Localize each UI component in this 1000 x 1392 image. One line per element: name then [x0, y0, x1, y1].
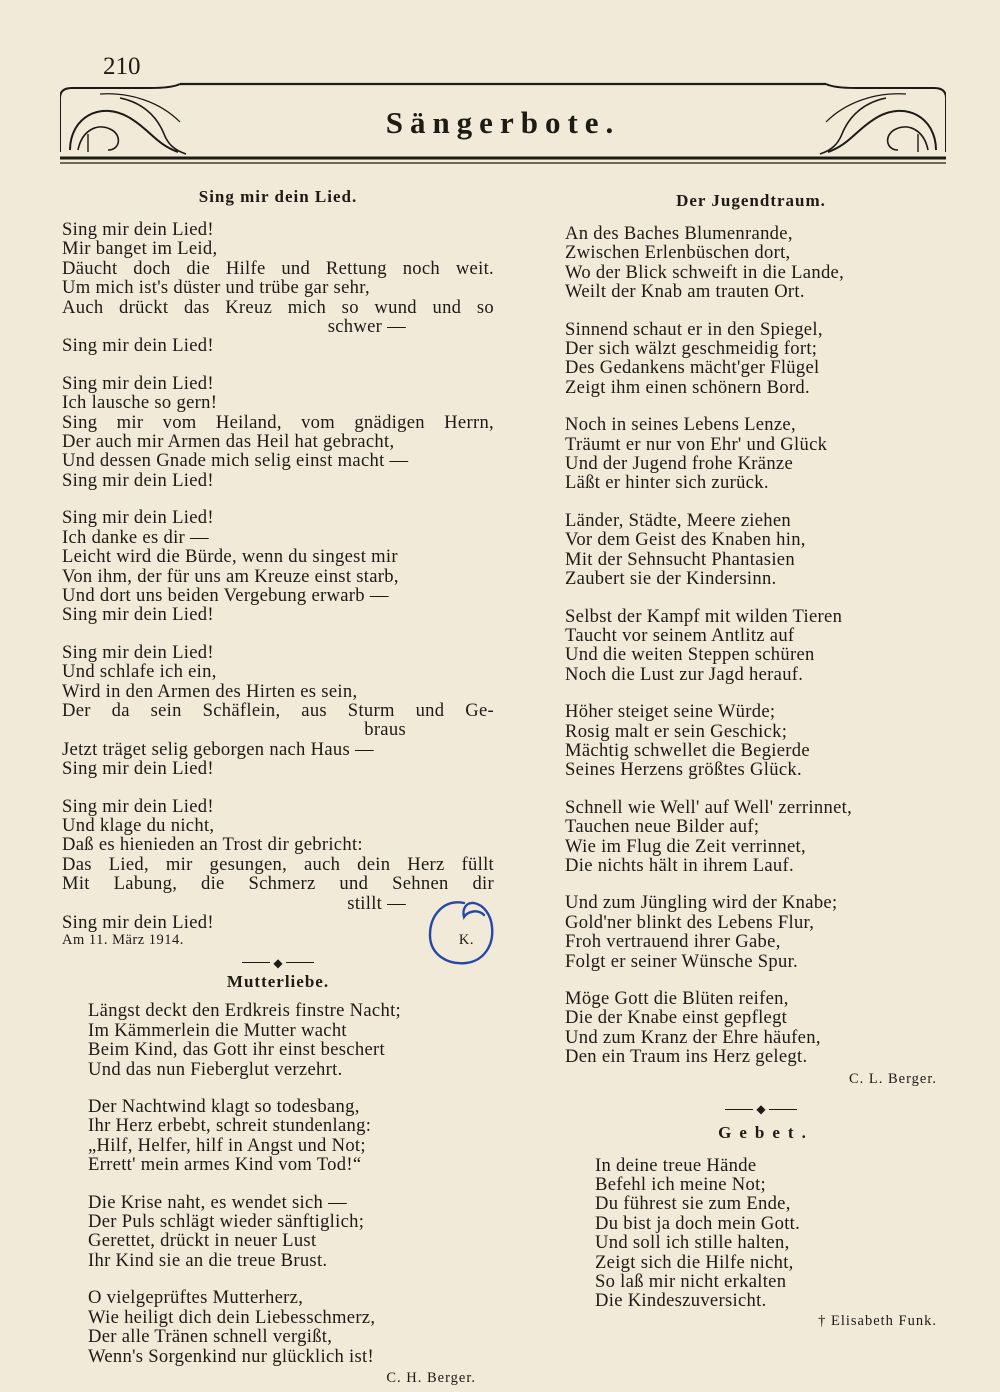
verse-line: Und schlafe ich ein, [62, 661, 217, 683]
verse-line: Der Nachtwind klagt so todesbang, [88, 1096, 360, 1118]
verse-line: Rosig malt er sein Geschick; [565, 720, 788, 742]
stanza [88, 1193, 494, 1271]
verse-line: Und die weiten Steppen schüren [565, 644, 815, 666]
poem-title: Gebet. [718, 1122, 814, 1142]
masthead-title: Sängerbote. [385, 105, 621, 140]
handwritten-circle-mark-icon [424, 897, 498, 969]
stanza [62, 374, 494, 490]
verse-line: Von ihm, der für uns am Kreuze einst starb, [62, 565, 399, 587]
verse-line: Zaubert sie der Kindersinn. [565, 568, 777, 590]
poem-title: Der Jugendtraum. [676, 191, 826, 210]
verse-line: stillt — [347, 892, 406, 914]
ornament-divider [565, 1100, 937, 1118]
verse-line: braus [364, 719, 406, 741]
verse-line: Und soll ich stille halten, [595, 1232, 790, 1254]
verse-line: Ihr Kind sie an die treue Brust. [88, 1249, 328, 1271]
verse-line: Wo der Blick schweift in die Lande, [565, 261, 845, 283]
verse-line: Sing mir dein Lied! [62, 219, 214, 240]
verse-line: Ich lausche so gern! [62, 392, 218, 414]
verse-line: Um mich ist's düster und trübe gar sehr, [62, 277, 370, 299]
verse-line: Noch in seines Lebens Lenze, [565, 414, 796, 436]
verse-line: Sing mir dein Lied! [62, 507, 214, 529]
verse-line: Sing mir dein Lied! [62, 372, 214, 394]
verse-line: Weilt der Knab am trauten Ort. [565, 281, 805, 303]
stanza [565, 607, 937, 685]
poem-title: Mutterliebe. [226, 972, 330, 992]
verse-line: Befehl ich meine Not; [595, 1174, 767, 1196]
stanza [62, 643, 494, 779]
verse-line: Zeigt ihm einen schönern Bord. [565, 376, 810, 398]
verse-line: Tauchen neue Bilder auf; [565, 816, 760, 838]
verse-line: Sing mir dein Lied! [62, 604, 214, 626]
verse-line: Und zum Jüngling wird der Knabe; [565, 892, 838, 914]
verse-line: Die der Knabe einst gepflegt [565, 1007, 788, 1029]
verse-line: Längst deckt den Erdkreis finstre Nacht; [88, 1000, 402, 1022]
verse-line: Sing mir vom Heiland, vom gnädigen Herrn, [62, 411, 494, 433]
verse-line: Sing mir dein Lied! [62, 795, 214, 817]
stanza [88, 1288, 494, 1366]
stanza [565, 320, 937, 398]
verse-line: Sing mir dein Lied! [62, 641, 214, 663]
diamond-ornament-icon: ◆ [273, 955, 283, 970]
verse-line: Jetzt träget selig geborgen nach Haus — [62, 738, 374, 760]
left-column [62, 186, 494, 1387]
verse-line: Der sich wälzt geschmeidig fort; [565, 338, 818, 360]
verse-line: Du bist ja doch mein Gott. [595, 1212, 801, 1234]
verse-line: Vor dem Geist des Knaben hin, [565, 529, 806, 551]
poem-title: Sing mir dein Lied. [198, 187, 358, 206]
verse-line: Wird in den Armen des Hirten es sein, [62, 680, 358, 702]
right-column [565, 186, 937, 1330]
verse-line: Froh vertrauend ihrer Gabe, [565, 931, 781, 953]
verse-line: Und der Jugend frohe Kränze [565, 453, 794, 475]
stanza [88, 1097, 494, 1175]
verse-line: Gerettet, drückt in neuer Lust [88, 1230, 317, 1252]
verse-line: Sing mir dein Lied! [62, 469, 214, 491]
verse-line: Mit Labung, die Schmerz und Sehnen dir [62, 873, 494, 895]
verse-line: Wie heiligt dich dein Liebesschmerz, [88, 1306, 376, 1328]
verse-line: O vielgeprüftes Mutterherz, [88, 1287, 304, 1309]
stanza [565, 798, 937, 876]
verse-line: Du führest sie zum Ende, [595, 1193, 791, 1215]
verse-line: Zeigt sich die Hilfe nicht, [595, 1251, 794, 1273]
verse-line: Höher steiget seine Würde; [565, 701, 776, 723]
stanza [565, 989, 937, 1067]
verse-line: schwer — [327, 316, 406, 338]
stanza [595, 1156, 937, 1311]
verse-line: Und klage du nicht, [62, 814, 215, 836]
verse-line: Der da sein Schäflein, aus Sturm und Ge- [62, 699, 494, 721]
verse-line: Läßt er hinter sich zurück. [565, 472, 769, 494]
stanza [565, 702, 937, 780]
verse-line: Errett' mein armes Kind vom Tod!“ [88, 1154, 362, 1176]
verse-line: Träumt er nur von Ehr' und Glück [565, 433, 828, 455]
verse-line: Schnell wie Well' auf Well' zerrinnet, [565, 796, 853, 818]
verse-line: Sing mir dein Lied! [62, 335, 214, 357]
verse-line: Der Puls schlägt wieder sänftiglich; [88, 1211, 365, 1233]
verse-line: Auch drückt das Kreuz mich so wund und so [62, 296, 494, 318]
stanza [62, 220, 494, 356]
verse-line: Sing mir dein Lied! [62, 758, 214, 780]
verse-line: Beim Kind, das Gott ihr einst beschert [88, 1039, 385, 1061]
verse-line: Der auch mir Armen das Heil hat gebracht, [62, 431, 395, 453]
verse-line: Selbst der Kampf mit wilden Tieren [565, 605, 843, 627]
verse-line: Wie im Flug die Zeit verrinnet, [565, 835, 806, 857]
verse-line: Des Gedankens mächt'ger Flügel [565, 357, 820, 379]
verse-line: Mit der Sehnsucht Phantasien [565, 548, 795, 570]
masthead-banner [60, 78, 946, 164]
verse-line: In deine treue Hände [595, 1154, 757, 1176]
stanza [565, 893, 937, 971]
verse-line: Die nichts hält in ihrem Lauf. [565, 854, 794, 876]
poem-author: K. [458, 932, 474, 949]
verse-line: Die Kindeszuversicht. [595, 1290, 767, 1312]
verse-line: Gold'ner blinkt des Lebens Flur, [565, 911, 815, 933]
stanza [62, 508, 494, 624]
verse-line: Wenn's Sorgenkind nur glücklich ist! [88, 1345, 375, 1367]
verse-line: Mir banget im Leid, [62, 238, 218, 260]
stanza [565, 511, 937, 589]
verse-line: Sinnend schaut er in den Spiegel, [565, 318, 823, 340]
page-number: 210 [103, 53, 141, 80]
verse-line: Ihr Herz erbebt, schreit stundenlang: [88, 1115, 372, 1137]
verse-line: Die Krise naht, es wendet sich — [88, 1191, 347, 1213]
diamond-ornament-icon: ◆ [756, 1102, 766, 1117]
verse-line: So laß mir nicht erkalten [595, 1271, 787, 1293]
verse-line: Sing mir dein Lied! [62, 912, 214, 933]
verse-line: Möge Gott die Blüten reifen, [565, 988, 789, 1009]
verse-line: Mächtig schwellet die Begierde [565, 739, 810, 761]
verse-line: Der alle Tränen schnell vergißt, [88, 1326, 333, 1348]
verse-line: Und dort uns beiden Vergebung erwarb — [62, 584, 389, 606]
verse-line: Noch die Lust zur Jagd herauf. [565, 663, 804, 685]
verse-line: Im Kämmerlein die Mutter wacht [88, 1019, 347, 1041]
verse-line: Das Lied, mir gesungen, auch dein Herz füllt [62, 853, 494, 875]
poem-author: C. L. Berger. [848, 1070, 937, 1087]
verse-line: An des Baches Blumenrande, [565, 223, 793, 244]
verse-line: Folgt er seiner Wünsche Spur. [565, 950, 798, 972]
verse-line: Zwischen Erlenbüschen dort, [565, 242, 791, 264]
verse-line: Den ein Traum ins Herz gelegt. [565, 1046, 808, 1068]
verse-line: Seines Herzens größtes Glück. [565, 759, 802, 781]
verse-line: Und dessen Gnade mich selig einst macht — [62, 450, 409, 472]
verse-line: Däucht doch die Hilfe und Rettung noch weit. [62, 257, 494, 279]
verse-line: Ich danke es dir — [62, 526, 209, 548]
verse-line: Und das nun Fieberglut verzehrt. [88, 1058, 343, 1080]
verse-line: Leicht wird die Bürde, wenn du singest mir [62, 546, 398, 568]
stanza [88, 1001, 494, 1079]
verse-line: Und zum Kranz der Ehre häufen, [565, 1026, 821, 1048]
poem-author: † Elisabeth Funk. [818, 1312, 937, 1329]
verse-line: „Hilf, Helfer, hilf in Angst und Not; [88, 1134, 366, 1156]
stanza [565, 415, 937, 493]
verse-line: Daß es hienieden an Trost dir gebricht: [62, 834, 363, 856]
verse-line: Taucht vor seinem Antlitz auf [565, 624, 795, 646]
stanza [565, 224, 937, 302]
poem-date: Am 11. März 1914. [62, 932, 184, 949]
verse-line: Länder, Städte, Meere ziehen [565, 509, 792, 531]
poem-author: C. H. Berger. [386, 1369, 476, 1386]
